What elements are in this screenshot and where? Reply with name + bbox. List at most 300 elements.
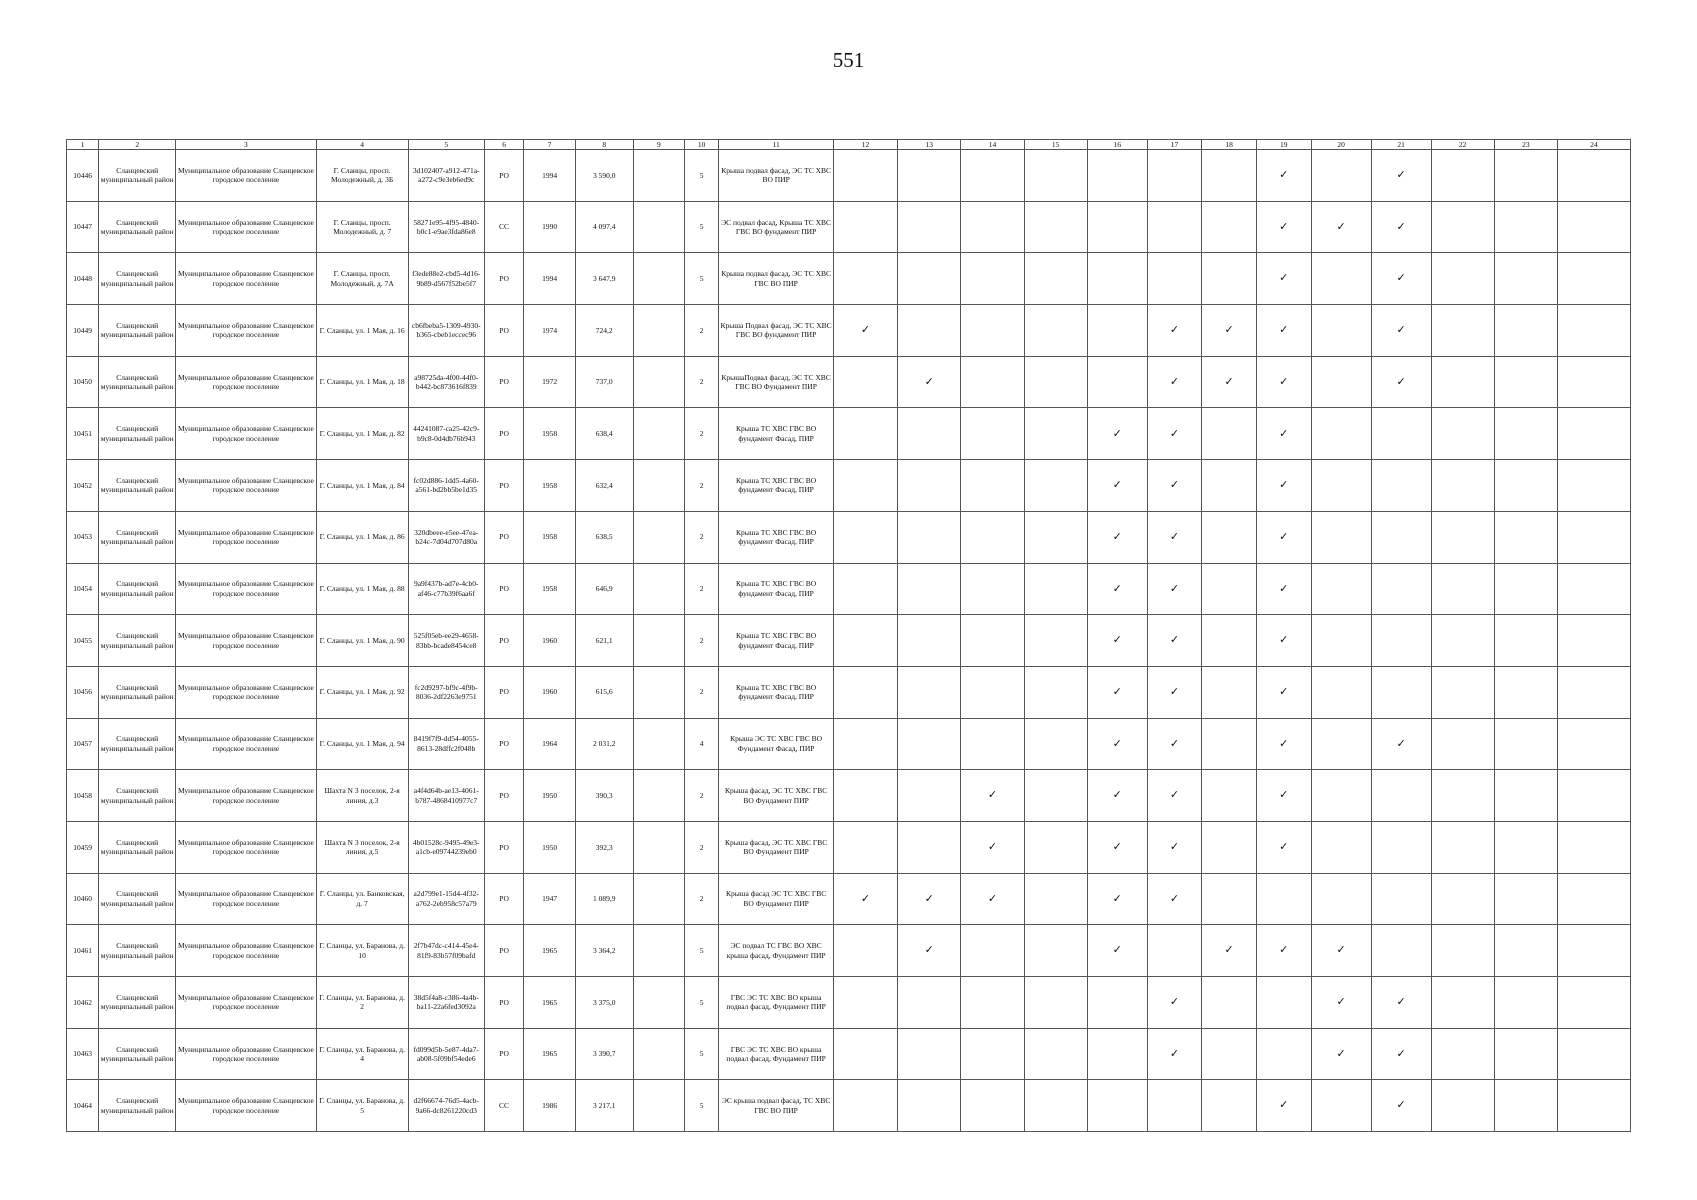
cell-col-5: 525f05eb-ee29-4658-83bb-bcade8454ce8: [408, 615, 484, 667]
cell-col-20: [1311, 770, 1371, 822]
cell-col-8: 4 097,4: [575, 201, 633, 253]
cell-col-2: Сланцевский муниципальный район: [99, 770, 176, 822]
cell-col-24: [1557, 563, 1630, 615]
cell-col-5: a98725da-4f00-44f0-b442-bc873616f839: [408, 356, 484, 408]
cell-col-12: [833, 615, 897, 667]
cell-col-7: 1994: [524, 253, 575, 305]
cell-col-21: [1371, 925, 1431, 977]
cell-col-14: [961, 201, 1024, 253]
cell-col-3: Муниципальное образование Сланцевское городское поселение: [176, 873, 316, 925]
cell-col-7: 1958: [524, 460, 575, 512]
cell-col-21: [1371, 253, 1431, 305]
cell-col-10: 2: [685, 511, 719, 563]
column-number-24: 24: [1557, 140, 1630, 150]
check-mark-icon: ✓: [1279, 581, 1289, 595]
cell-col-17: [1147, 925, 1202, 977]
cell-col-17: [1147, 1080, 1202, 1132]
cell-col-10: 5: [685, 925, 719, 977]
cell-col-24: [1557, 615, 1630, 667]
column-number-9: 9: [633, 140, 684, 150]
cell-col-2: Сланцевский муниципальный район: [99, 253, 176, 305]
cell-col-15: [1024, 460, 1087, 512]
cell-col-5: fc02d886-1dd5-4a60-a561-bd2bb5be1d35: [408, 460, 484, 512]
check-mark-icon: ✓: [1396, 271, 1406, 285]
check-mark-icon: ✓: [1279, 943, 1289, 957]
check-mark-icon: ✓: [1112, 529, 1122, 543]
column-number-19: 19: [1256, 140, 1311, 150]
cell-col-6: РО: [484, 253, 524, 305]
cell-col-6: РО: [484, 563, 524, 615]
cell-col-1: 10448: [67, 253, 99, 305]
cell-col-24: [1557, 1080, 1630, 1132]
housing-register-table: [66, 139, 1631, 1132]
cell-col-16: [1087, 1028, 1147, 1080]
cell-col-23: [1494, 1080, 1557, 1132]
cell-col-14: [961, 770, 1024, 822]
cell-col-5: fd099d5b-5e87-4da7-ab08-5f09bf54ede6: [408, 1028, 484, 1080]
cell-col-14: [961, 305, 1024, 357]
cell-col-18: [1202, 201, 1257, 253]
cell-col-23: [1494, 1028, 1557, 1080]
cell-col-4: Г. Сланцы, ул. 1 Мая, д. 94: [316, 718, 408, 770]
check-mark-icon: ✓: [1279, 478, 1289, 492]
cell-col-18: [1202, 1028, 1257, 1080]
column-number-1: 1: [67, 140, 99, 150]
check-mark-icon: ✓: [1279, 529, 1289, 543]
cell-col-22: [1431, 460, 1494, 512]
cell-col-12: [833, 821, 897, 873]
cell-col-15: [1024, 1080, 1087, 1132]
cell-col-1: 10456: [67, 666, 99, 718]
cell-col-15: [1024, 977, 1087, 1029]
cell-col-3: Муниципальное образование Сланцевское городское поселение: [176, 718, 316, 770]
cell-col-23: [1494, 615, 1557, 667]
check-mark-icon: ✓: [987, 891, 998, 905]
cell-col-10: 2: [685, 305, 719, 357]
cell-col-3: Муниципальное образование Сланцевское городское поселение: [176, 977, 316, 1029]
cell-col-3: Муниципальное образование Сланцевское городское поселение: [176, 615, 316, 667]
check-mark-icon: ✓: [860, 891, 871, 905]
cell-col-23: [1494, 666, 1557, 718]
cell-col-3: Муниципальное образование Сланцевское городское поселение: [176, 356, 316, 408]
cell-col-1: 10455: [67, 615, 99, 667]
column-number-22: 22: [1431, 140, 1494, 150]
cell-col-2: Сланцевский муниципальный район: [99, 718, 176, 770]
cell-col-23: [1494, 150, 1557, 202]
cell-col-11: Крыша фасад, ЭС ТС ХВС ГВС ВО Фундамент ПИР: [719, 821, 834, 873]
cell-col-24: [1557, 201, 1630, 253]
cell-col-2: Сланцевский муниципальный район: [99, 666, 176, 718]
cell-col-7: 1950: [524, 770, 575, 822]
cell-col-10: 5: [685, 150, 719, 202]
cell-col-12: [833, 1028, 897, 1080]
cell-col-21: [1371, 356, 1431, 408]
cell-col-17: [1147, 408, 1202, 460]
cell-col-8: 3 647,9: [575, 253, 633, 305]
table-row: [67, 873, 1631, 925]
cell-col-1: 10462: [67, 977, 99, 1029]
cell-col-1: 10451: [67, 408, 99, 460]
cell-col-18: [1202, 770, 1257, 822]
check-mark-icon: ✓: [1336, 995, 1346, 1009]
cell-col-10: 2: [685, 615, 719, 667]
cell-col-16: [1087, 821, 1147, 873]
cell-col-6: РО: [484, 615, 524, 667]
cell-col-16: [1087, 356, 1147, 408]
cell-col-4: Г. Сланцы, просп. Молодежный, д. 7: [316, 201, 408, 253]
cell-col-22: [1431, 305, 1494, 357]
cell-col-16: [1087, 925, 1147, 977]
cell-col-10: 5: [685, 1028, 719, 1080]
cell-col-15: [1024, 511, 1087, 563]
column-number-14: 14: [961, 140, 1024, 150]
check-mark-icon: ✓: [1336, 943, 1346, 957]
cell-col-3: Муниципальное образование Сланцевское городское поселение: [176, 1080, 316, 1132]
cell-col-9: [633, 563, 684, 615]
cell-col-3: Муниципальное образование Сланцевское городское поселение: [176, 563, 316, 615]
cell-col-1: 10453: [67, 511, 99, 563]
cell-col-19: [1256, 718, 1311, 770]
cell-col-4: Г. Сланцы, ул. 1 Мая, д. 90: [316, 615, 408, 667]
cell-col-15: [1024, 253, 1087, 305]
cell-col-18: [1202, 873, 1257, 925]
cell-col-24: [1557, 1028, 1630, 1080]
cell-col-9: [633, 511, 684, 563]
cell-col-8: 638,4: [575, 408, 633, 460]
cell-col-21: [1371, 460, 1431, 512]
check-mark-icon: ✓: [1169, 995, 1180, 1009]
cell-col-5: 3d102407-a912-471a-a272-c9e3eb6ed9c: [408, 150, 484, 202]
cell-col-16: [1087, 873, 1147, 925]
cell-col-8: 2 031,2: [575, 718, 633, 770]
cell-col-6: РО: [484, 511, 524, 563]
cell-col-14: [961, 150, 1024, 202]
table-body: [67, 150, 1631, 1132]
cell-col-7: 1960: [524, 615, 575, 667]
cell-col-6: СС: [484, 1080, 524, 1132]
check-mark-icon: ✓: [1169, 684, 1180, 698]
column-number-12: 12: [833, 140, 897, 150]
cell-col-19: [1256, 770, 1311, 822]
cell-col-15: [1024, 356, 1087, 408]
column-number-23: 23: [1494, 140, 1557, 150]
cell-col-18: [1202, 615, 1257, 667]
cell-col-18: [1202, 821, 1257, 873]
cell-col-12: [833, 873, 897, 925]
cell-col-15: [1024, 563, 1087, 615]
cell-col-22: [1431, 925, 1494, 977]
cell-col-20: [1311, 253, 1371, 305]
cell-col-1: 10447: [67, 201, 99, 253]
cell-col-12: [833, 977, 897, 1029]
cell-col-16: [1087, 253, 1147, 305]
cell-col-13: [898, 408, 961, 460]
cell-col-16: [1087, 563, 1147, 615]
cell-col-22: [1431, 615, 1494, 667]
cell-col-13: [898, 150, 961, 202]
cell-col-24: [1557, 511, 1630, 563]
cell-col-13: [898, 821, 961, 873]
cell-col-20: [1311, 615, 1371, 667]
cell-col-11: Крыша Подвал фасад, ЭС ТС ХВС ГВС ВО фундамент ПИР: [719, 305, 834, 357]
cell-col-15: [1024, 666, 1087, 718]
cell-col-19: [1256, 201, 1311, 253]
cell-col-4: Г. Сланцы, ул. 1 Мая, д. 88: [316, 563, 408, 615]
cell-col-24: [1557, 821, 1630, 873]
cell-col-16: [1087, 977, 1147, 1029]
cell-col-3: Муниципальное образование Сланцевское городское поселение: [176, 305, 316, 357]
cell-col-20: [1311, 563, 1371, 615]
cell-col-20: [1311, 150, 1371, 202]
check-mark-icon: ✓: [1224, 323, 1234, 337]
cell-col-23: [1494, 408, 1557, 460]
column-number-8: 8: [575, 140, 633, 150]
cell-col-15: [1024, 408, 1087, 460]
cell-col-17: [1147, 821, 1202, 873]
cell-col-5: cb6fbeba5-1309-4930-b365-cbeb1eccec96: [408, 305, 484, 357]
cell-col-20: [1311, 873, 1371, 925]
cell-col-5: 58271e95-4f95-4840-b0c1-e9ae3fda86e8: [408, 201, 484, 253]
table-row: [67, 770, 1631, 822]
cell-col-24: [1557, 977, 1630, 1029]
check-mark-icon: ✓: [987, 788, 998, 802]
cell-col-21: [1371, 1080, 1431, 1132]
cell-col-23: [1494, 925, 1557, 977]
check-mark-icon: ✓: [1169, 374, 1180, 388]
cell-col-7: 1958: [524, 563, 575, 615]
cell-col-12: [833, 253, 897, 305]
cell-col-9: [633, 925, 684, 977]
cell-col-1: 10446: [67, 150, 99, 202]
cell-col-15: [1024, 718, 1087, 770]
cell-col-12: [833, 460, 897, 512]
check-mark-icon: ✓: [1112, 891, 1122, 905]
cell-col-13: [898, 1028, 961, 1080]
cell-col-6: РО: [484, 408, 524, 460]
cell-col-15: [1024, 925, 1087, 977]
check-mark-icon: ✓: [1279, 426, 1289, 440]
cell-col-9: [633, 1080, 684, 1132]
table-row: [67, 253, 1631, 305]
cell-col-22: [1431, 1028, 1494, 1080]
check-mark-icon: ✓: [1112, 840, 1122, 854]
cell-col-11: ЭС подвал фасад, Крыша ТС ХВС ГВС ВО фундамент ПИР: [719, 201, 834, 253]
cell-col-11: Крыша ТС ХВС ГВС ВО фундамент Фасад, ПИР: [719, 615, 834, 667]
cell-col-7: 1965: [524, 977, 575, 1029]
check-mark-icon: ✓: [1169, 426, 1180, 440]
cell-col-13: [898, 770, 961, 822]
cell-col-14: [961, 253, 1024, 305]
cell-col-14: [961, 666, 1024, 718]
cell-col-18: [1202, 408, 1257, 460]
cell-col-14: [961, 615, 1024, 667]
cell-col-16: [1087, 1080, 1147, 1132]
cell-col-2: Сланцевский муниципальный район: [99, 873, 176, 925]
cell-col-4: Г. Сланцы, ул. 1 Мая, д. 86: [316, 511, 408, 563]
cell-col-15: [1024, 615, 1087, 667]
cell-col-17: [1147, 460, 1202, 512]
cell-col-12: [833, 511, 897, 563]
cell-col-16: [1087, 666, 1147, 718]
cell-col-18: [1202, 511, 1257, 563]
cell-col-9: [633, 356, 684, 408]
check-mark-icon: ✓: [860, 323, 871, 337]
check-mark-icon: ✓: [1112, 478, 1122, 492]
check-mark-icon: ✓: [1279, 684, 1289, 698]
cell-col-14: [961, 977, 1024, 1029]
cell-col-20: [1311, 408, 1371, 460]
cell-col-20: [1311, 1080, 1371, 1132]
cell-col-12: [833, 356, 897, 408]
cell-col-15: [1024, 1028, 1087, 1080]
cell-col-13: [898, 615, 961, 667]
table-row: [67, 201, 1631, 253]
cell-col-9: [633, 460, 684, 512]
cell-col-11: Крыша ТС ХВС ГВС ВО фундамент Фасад, ПИР: [719, 460, 834, 512]
cell-col-14: [961, 408, 1024, 460]
cell-col-22: [1431, 511, 1494, 563]
cell-col-2: Сланцевский муниципальный район: [99, 201, 176, 253]
check-mark-icon: ✓: [1169, 581, 1180, 595]
cell-col-21: [1371, 821, 1431, 873]
check-mark-icon: ✓: [1279, 219, 1289, 233]
cell-col-15: [1024, 201, 1087, 253]
cell-col-20: [1311, 511, 1371, 563]
cell-col-11: Крыша ТС ХВС ГВС ВО фундамент Фасад, ПИР: [719, 511, 834, 563]
cell-col-10: 2: [685, 408, 719, 460]
cell-col-1: 10459: [67, 821, 99, 873]
cell-col-4: Г. Сланцы, ул. 1 Мая, д. 18: [316, 356, 408, 408]
cell-col-2: Сланцевский муниципальный район: [99, 460, 176, 512]
cell-col-4: Г. Сланцы, ул. 1 Мая, д. 16: [316, 305, 408, 357]
cell-col-18: [1202, 356, 1257, 408]
cell-col-8: 615,6: [575, 666, 633, 718]
cell-col-19: [1256, 305, 1311, 357]
cell-col-21: [1371, 873, 1431, 925]
cell-col-7: 1947: [524, 873, 575, 925]
cell-col-23: [1494, 305, 1557, 357]
check-mark-icon: ✓: [1112, 581, 1122, 595]
cell-col-8: 3 217,1: [575, 1080, 633, 1132]
cell-col-12: [833, 201, 897, 253]
cell-col-12: [833, 666, 897, 718]
cell-col-19: [1256, 666, 1311, 718]
cell-col-6: РО: [484, 718, 524, 770]
cell-col-22: [1431, 977, 1494, 1029]
cell-col-21: [1371, 408, 1431, 460]
cell-col-13: [898, 305, 961, 357]
cell-col-11: Крыша ТС ХВС ГВС ВО фундамент Фасад, ПИР: [719, 563, 834, 615]
cell-col-5: 44241087-ca25-42c9-b9c8-0d4db76b943: [408, 408, 484, 460]
cell-col-9: [633, 201, 684, 253]
check-mark-icon: ✓: [1396, 995, 1406, 1009]
check-mark-icon: ✓: [1396, 1046, 1406, 1060]
cell-col-11: Крыша ТС ХВС ГВС ВО фундамент Фасад, ПИР: [719, 408, 834, 460]
cell-col-4: Г. Сланцы, ул. 1 Мая, д. 84: [316, 460, 408, 512]
cell-col-5: f3ede88e2-cbd5-4d16-9b89-d567f52be5f7: [408, 253, 484, 305]
table-row: [67, 356, 1631, 408]
cell-col-8: 638,5: [575, 511, 633, 563]
cell-col-17: [1147, 150, 1202, 202]
cell-col-17: [1147, 718, 1202, 770]
cell-col-13: [898, 977, 961, 1029]
cell-col-12: [833, 718, 897, 770]
column-number-15: 15: [1024, 140, 1087, 150]
cell-col-9: [633, 615, 684, 667]
cell-col-8: 1 089,9: [575, 873, 633, 925]
cell-col-14: [961, 718, 1024, 770]
cell-col-17: [1147, 977, 1202, 1029]
cell-col-14: [961, 1080, 1024, 1132]
cell-col-12: [833, 563, 897, 615]
column-number-17: 17: [1147, 140, 1202, 150]
cell-col-19: [1256, 408, 1311, 460]
cell-col-12: [833, 408, 897, 460]
cell-col-16: [1087, 511, 1147, 563]
cell-col-6: РО: [484, 460, 524, 512]
check-mark-icon: ✓: [1396, 374, 1406, 388]
cell-col-8: 724,2: [575, 305, 633, 357]
cell-col-21: [1371, 977, 1431, 1029]
cell-col-23: [1494, 770, 1557, 822]
cell-col-13: [898, 460, 961, 512]
cell-col-19: [1256, 615, 1311, 667]
cell-col-20: [1311, 305, 1371, 357]
cell-col-6: РО: [484, 1028, 524, 1080]
cell-col-4: Г. Сланцы, ул. 1 Мая, д. 82: [316, 408, 408, 460]
check-mark-icon: ✓: [924, 374, 934, 388]
column-number-4: 4: [316, 140, 408, 150]
cell-col-14: [961, 1028, 1024, 1080]
cell-col-13: [898, 356, 961, 408]
cell-col-3: Муниципальное образование Сланцевское городское поселение: [176, 460, 316, 512]
cell-col-2: Сланцевский муниципальный район: [99, 356, 176, 408]
cell-col-19: [1256, 925, 1311, 977]
cell-col-11: ЭС подвал ТС ГВС ВО ХВС крыша фасад, Фундамент ПИР: [719, 925, 834, 977]
cell-col-21: [1371, 1028, 1431, 1080]
cell-col-5: 4b01528c-9495-49e3-a1cb-e09744239eb0: [408, 821, 484, 873]
cell-col-22: [1431, 150, 1494, 202]
cell-col-6: РО: [484, 666, 524, 718]
cell-col-8: 3 590,0: [575, 150, 633, 202]
cell-col-11: Крыша фасад, ЭС ТС ХВС ГВС ВО Фундамент ПИР: [719, 770, 834, 822]
column-number-3: 3: [176, 140, 316, 150]
cell-col-4: Шахта N 3 поселок, 2-я линия, д.3: [316, 770, 408, 822]
cell-col-19: [1256, 1080, 1311, 1132]
check-mark-icon: ✓: [1279, 788, 1289, 802]
cell-col-22: [1431, 666, 1494, 718]
cell-col-17: [1147, 305, 1202, 357]
cell-col-23: [1494, 873, 1557, 925]
column-number-5: 5: [408, 140, 484, 150]
cell-col-8: 3 375,0: [575, 977, 633, 1029]
cell-col-9: [633, 977, 684, 1029]
cell-col-20: [1311, 925, 1371, 977]
cell-col-17: [1147, 356, 1202, 408]
cell-col-8: 3 390,7: [575, 1028, 633, 1080]
cell-col-23: [1494, 821, 1557, 873]
cell-col-23: [1494, 460, 1557, 512]
cell-col-18: [1202, 150, 1257, 202]
cell-col-24: [1557, 666, 1630, 718]
cell-col-7: 1960: [524, 666, 575, 718]
cell-col-20: [1311, 460, 1371, 512]
check-mark-icon: ✓: [1279, 271, 1289, 285]
cell-col-6: РО: [484, 925, 524, 977]
cell-col-8: 390,3: [575, 770, 633, 822]
check-mark-icon: ✓: [1112, 788, 1122, 802]
cell-col-7: 1994: [524, 150, 575, 202]
